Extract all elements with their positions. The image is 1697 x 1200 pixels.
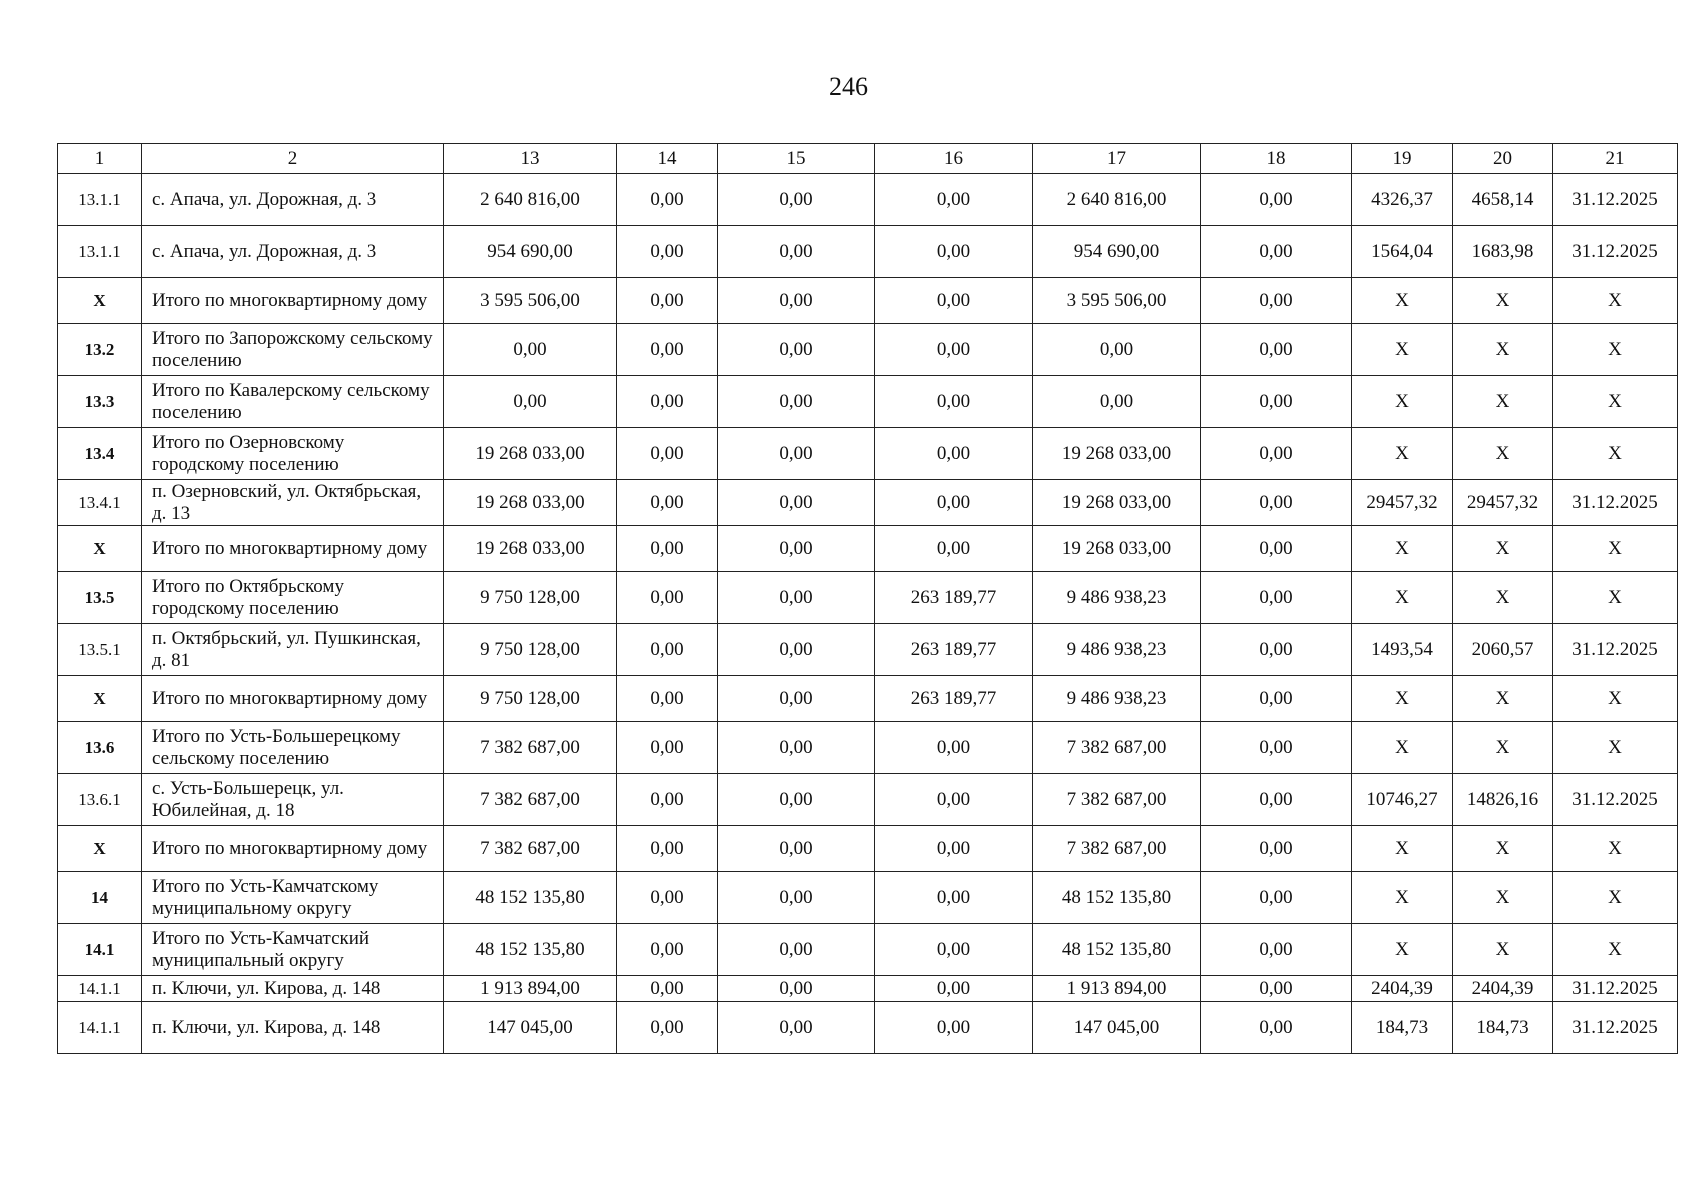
table-cell: 4658,14 (1453, 174, 1553, 226)
table-cell: 0,00 (1201, 480, 1352, 526)
table-cell: Х (1553, 428, 1678, 480)
address-cell: с. Усть-Большерецк, ул. Юбилейная, д. 18 (142, 774, 444, 826)
table-cell: 184,73 (1352, 1002, 1453, 1054)
table-cell: 0,00 (617, 924, 718, 976)
table-cell: 0,00 (718, 226, 875, 278)
table-cell: 0,00 (875, 872, 1033, 924)
column-header: 2 (142, 144, 444, 174)
table-cell: 0,00 (718, 774, 875, 826)
address-cell: с. Апача, ул. Дорожная, д. 3 (142, 226, 444, 278)
table-cell: 0,00 (875, 324, 1033, 376)
table-cell: 19 268 033,00 (1033, 428, 1201, 480)
table-cell: 31.12.2025 (1553, 480, 1678, 526)
table-cell: 0,00 (718, 376, 875, 428)
table-row (58, 924, 1678, 976)
address-cell: Итого по многоквартирному дому (142, 526, 444, 572)
table-cell: 0,00 (444, 324, 617, 376)
page-number: 246 (829, 72, 868, 101)
table-cell: 0,00 (875, 1002, 1033, 1054)
table-row (58, 1002, 1678, 1054)
table-cell: 2060,57 (1453, 624, 1553, 676)
column-header: 14 (617, 144, 718, 174)
table-cell: 7 382 687,00 (444, 774, 617, 826)
table-cell: 29457,32 (1352, 480, 1453, 526)
table-cell: 0,00 (1201, 428, 1352, 480)
table-cell: 1 913 894,00 (444, 976, 617, 1002)
table-cell: Х (1453, 872, 1553, 924)
row-id-cell: 13.6 (58, 722, 142, 774)
column-header: 20 (1453, 144, 1553, 174)
table-cell: 31.12.2025 (1553, 774, 1678, 826)
table-cell: 0,00 (617, 226, 718, 278)
column-header: 19 (1352, 144, 1453, 174)
table-cell: 0,00 (718, 722, 875, 774)
table-cell: 0,00 (718, 174, 875, 226)
table-cell: 4326,37 (1352, 174, 1453, 226)
table-cell: 0,00 (1201, 376, 1352, 428)
table-cell: 9 750 128,00 (444, 572, 617, 624)
row-id-cell: 13.5.1 (58, 624, 142, 676)
table-row (58, 324, 1678, 376)
table-row (58, 428, 1678, 480)
table-cell: 0,00 (617, 572, 718, 624)
table-cell: Х (1453, 826, 1553, 872)
address-cell: п. Октябрьский, ул. Пушкинская, д. 81 (142, 624, 444, 676)
table-row (58, 722, 1678, 774)
table-cell: 31.12.2025 (1553, 226, 1678, 278)
data-table (57, 143, 1678, 1054)
table-cell: 1493,54 (1352, 624, 1453, 676)
table-row (58, 826, 1678, 872)
table-cell: Х (1453, 376, 1553, 428)
row-id-cell: 13.4 (58, 428, 142, 480)
table-cell: 7 382 687,00 (1033, 722, 1201, 774)
table-cell: Х (1352, 676, 1453, 722)
table-cell: 19 268 033,00 (1033, 480, 1201, 526)
table-cell: 19 268 033,00 (444, 526, 617, 572)
table-cell: 0,00 (718, 624, 875, 676)
table-cell: Х (1352, 526, 1453, 572)
row-id-cell: 14.1 (58, 924, 142, 976)
table-cell: 1564,04 (1352, 226, 1453, 278)
table-cell: 0,00 (718, 1002, 875, 1054)
table-cell: 48 152 135,80 (444, 872, 617, 924)
address-cell: п. Ключи, ул. Кирова, д. 148 (142, 976, 444, 1002)
row-id-cell: Х (58, 826, 142, 872)
table-cell: Х (1352, 428, 1453, 480)
table-cell: Х (1453, 526, 1553, 572)
address-cell: Итого по Кавалерскому сельскому поселению (142, 376, 444, 428)
row-id-cell: 13.1.1 (58, 174, 142, 226)
address-cell: п. Ключи, ул. Кирова, д. 148 (142, 1002, 444, 1054)
row-id-cell: 13.2 (58, 324, 142, 376)
table-cell: 0,00 (875, 278, 1033, 324)
table-cell: Х (1553, 676, 1678, 722)
column-header: 1 (58, 144, 142, 174)
row-id-cell: 14.1.1 (58, 976, 142, 1002)
address-cell: Итого по Октябрьскому городскому поселению (142, 572, 444, 624)
table-row (58, 572, 1678, 624)
row-id-cell: 13.3 (58, 376, 142, 428)
table-cell: 31.12.2025 (1553, 624, 1678, 676)
table-cell: 0,00 (617, 1002, 718, 1054)
table-cell: 0,00 (875, 428, 1033, 480)
table-cell: 147 045,00 (444, 1002, 617, 1054)
row-id-cell: 13.4.1 (58, 480, 142, 526)
table-cell: 0,00 (617, 676, 718, 722)
table-cell: Х (1553, 924, 1678, 976)
table-cell: Х (1553, 376, 1678, 428)
table-cell: 0,00 (617, 774, 718, 826)
table-cell: 0,00 (718, 676, 875, 722)
address-cell: Итого по Озерновскому городскому поселению (142, 428, 444, 480)
table-cell: 10746,27 (1352, 774, 1453, 826)
table-row (58, 174, 1678, 226)
table-cell: 0,00 (1201, 1002, 1352, 1054)
table-cell: 0,00 (718, 324, 875, 376)
table-cell: 954 690,00 (1033, 226, 1201, 278)
address-cell: Итого по Запорожскому сельскому поселению (142, 324, 444, 376)
table-cell: 0,00 (617, 722, 718, 774)
row-id-cell: 14 (58, 872, 142, 924)
row-id-cell: Х (58, 676, 142, 722)
row-id-cell: 14.1.1 (58, 1002, 142, 1054)
table-row (58, 976, 1678, 1002)
table-cell: Х (1553, 572, 1678, 624)
table-cell: 0,00 (617, 428, 718, 480)
table-cell: Х (1352, 924, 1453, 976)
table-cell: 0,00 (718, 826, 875, 872)
table-cell: 0,00 (1033, 376, 1201, 428)
table-cell: 0,00 (718, 526, 875, 572)
table-cell: 9 486 938,23 (1033, 572, 1201, 624)
table-cell: 0,00 (617, 826, 718, 872)
table-cell: 0,00 (444, 376, 617, 428)
table-cell: 0,00 (718, 278, 875, 324)
table-cell: 48 152 135,80 (444, 924, 617, 976)
table-cell: 0,00 (875, 174, 1033, 226)
table-row (58, 376, 1678, 428)
table-cell: 1683,98 (1453, 226, 1553, 278)
table-cell: 0,00 (1201, 676, 1352, 722)
table-cell: 0,00 (718, 428, 875, 480)
table-cell: Х (1553, 722, 1678, 774)
table-cell: 2 640 816,00 (444, 174, 617, 226)
table-cell: 0,00 (1033, 324, 1201, 376)
table-cell: 7 382 687,00 (1033, 774, 1201, 826)
table-cell: Х (1352, 376, 1453, 428)
table-cell: 0,00 (617, 174, 718, 226)
table-cell: 48 152 135,80 (1033, 924, 1201, 976)
table-cell: 0,00 (718, 872, 875, 924)
table-cell: 0,00 (718, 480, 875, 526)
table-row (58, 676, 1678, 722)
table-cell: 0,00 (617, 872, 718, 924)
table-cell: Х (1553, 324, 1678, 376)
table-cell: 0,00 (718, 572, 875, 624)
table-cell: 263 189,77 (875, 572, 1033, 624)
table-cell: 0,00 (617, 526, 718, 572)
table-cell: 31.12.2025 (1553, 174, 1678, 226)
table-cell: 0,00 (875, 526, 1033, 572)
column-header: 16 (875, 144, 1033, 174)
table-cell: 0,00 (1201, 826, 1352, 872)
table-cell: 9 486 938,23 (1033, 624, 1201, 676)
table-cell: Х (1352, 324, 1453, 376)
column-header: 13 (444, 144, 617, 174)
table-cell: 3 595 506,00 (444, 278, 617, 324)
table-cell: 0,00 (875, 226, 1033, 278)
table-cell: 9 750 128,00 (444, 676, 617, 722)
table-cell: 0,00 (617, 976, 718, 1002)
table-cell: 7 382 687,00 (444, 826, 617, 872)
table-cell: 0,00 (875, 976, 1033, 1002)
table-row (58, 278, 1678, 324)
table-cell: Х (1352, 826, 1453, 872)
table-cell: 0,00 (1201, 174, 1352, 226)
table-cell: 0,00 (1201, 976, 1352, 1002)
table-row (58, 872, 1678, 924)
row-id-cell: 13.5 (58, 572, 142, 624)
table-cell: 0,00 (875, 376, 1033, 428)
table-cell: 9 750 128,00 (444, 624, 617, 676)
table-cell: 48 152 135,80 (1033, 872, 1201, 924)
table-cell: 0,00 (875, 826, 1033, 872)
header-row (58, 144, 1678, 174)
table-cell: 0,00 (875, 480, 1033, 526)
row-id-cell: Х (58, 526, 142, 572)
table-cell: Х (1352, 872, 1453, 924)
table-cell: 0,00 (1201, 774, 1352, 826)
table-cell: 0,00 (617, 376, 718, 428)
table-cell: Х (1453, 722, 1553, 774)
table-cell: 263 189,77 (875, 624, 1033, 676)
table-cell: 184,73 (1453, 1002, 1553, 1054)
table-cell: Х (1453, 324, 1553, 376)
column-header: 15 (718, 144, 875, 174)
table-cell: 0,00 (1201, 526, 1352, 572)
table-cell: 7 382 687,00 (1033, 826, 1201, 872)
table-cell: 263 189,77 (875, 676, 1033, 722)
table-cell: 29457,32 (1453, 480, 1553, 526)
address-cell: Итого по многоквартирному дому (142, 676, 444, 722)
column-header: 21 (1553, 144, 1678, 174)
table-cell: Х (1453, 428, 1553, 480)
table-cell: 14826,16 (1453, 774, 1553, 826)
address-cell: Итого по многоквартирному дому (142, 826, 444, 872)
table-cell: Х (1352, 278, 1453, 324)
table-cell: Х (1553, 826, 1678, 872)
row-id-cell: Х (58, 278, 142, 324)
address-cell: Итого по Усть-Камчатский муниципальный округу (142, 924, 444, 976)
address-cell: с. Апача, ул. Дорожная, д. 3 (142, 174, 444, 226)
table-row (58, 526, 1678, 572)
table-cell: 0,00 (1201, 572, 1352, 624)
table-cell: 0,00 (1201, 624, 1352, 676)
table-cell: Х (1352, 572, 1453, 624)
table-cell: 31.12.2025 (1553, 976, 1678, 1002)
table-cell: 0,00 (617, 480, 718, 526)
table-cell: Х (1553, 526, 1678, 572)
table-cell: 2 640 816,00 (1033, 174, 1201, 226)
table-cell: Х (1453, 924, 1553, 976)
column-header: 17 (1033, 144, 1201, 174)
table-cell: 19 268 033,00 (1033, 526, 1201, 572)
table-cell: 31.12.2025 (1553, 1002, 1678, 1054)
table-cell: 0,00 (875, 924, 1033, 976)
table-cell: 19 268 033,00 (444, 428, 617, 480)
table-cell: 0,00 (1201, 324, 1352, 376)
row-id-cell: 13.6.1 (58, 774, 142, 826)
table-cell: 3 595 506,00 (1033, 278, 1201, 324)
table-cell: 0,00 (617, 624, 718, 676)
table-cell: 2404,39 (1352, 976, 1453, 1002)
table-cell: 0,00 (875, 774, 1033, 826)
table-cell: Х (1453, 278, 1553, 324)
table-row (58, 226, 1678, 278)
table-cell: 0,00 (617, 324, 718, 376)
table-cell: Х (1553, 278, 1678, 324)
table-row (58, 480, 1678, 526)
table-cell: 0,00 (1201, 722, 1352, 774)
table-cell: 0,00 (718, 976, 875, 1002)
table-row (58, 624, 1678, 676)
table-cell: 0,00 (1201, 872, 1352, 924)
table-cell: 2404,39 (1453, 976, 1553, 1002)
table-cell: 0,00 (1201, 278, 1352, 324)
table-cell: 147 045,00 (1033, 1002, 1201, 1054)
address-cell: Итого по Усть-Большерецкому сельскому поселению (142, 722, 444, 774)
table-cell: 0,00 (718, 924, 875, 976)
address-cell: Итого по Усть-Камчатскому муниципальному округу (142, 872, 444, 924)
address-cell: п. Озерновский, ул. Октябрьская, д. 13 (142, 480, 444, 526)
table-cell: Х (1453, 676, 1553, 722)
table-cell: 0,00 (1201, 226, 1352, 278)
table-cell: Х (1352, 722, 1453, 774)
table-cell: 954 690,00 (444, 226, 617, 278)
table-cell: 0,00 (617, 278, 718, 324)
table-cell: Х (1553, 872, 1678, 924)
address-cell: Итого по многоквартирному дому (142, 278, 444, 324)
table-cell: 0,00 (875, 722, 1033, 774)
table-cell: 9 486 938,23 (1033, 676, 1201, 722)
table-cell: Х (1453, 572, 1553, 624)
row-id-cell: 13.1.1 (58, 226, 142, 278)
table-row (58, 774, 1678, 826)
column-header: 18 (1201, 144, 1352, 174)
table-cell: 19 268 033,00 (444, 480, 617, 526)
table-cell: 0,00 (1201, 924, 1352, 976)
table-cell: 1 913 894,00 (1033, 976, 1201, 1002)
table-cell: 7 382 687,00 (444, 722, 617, 774)
